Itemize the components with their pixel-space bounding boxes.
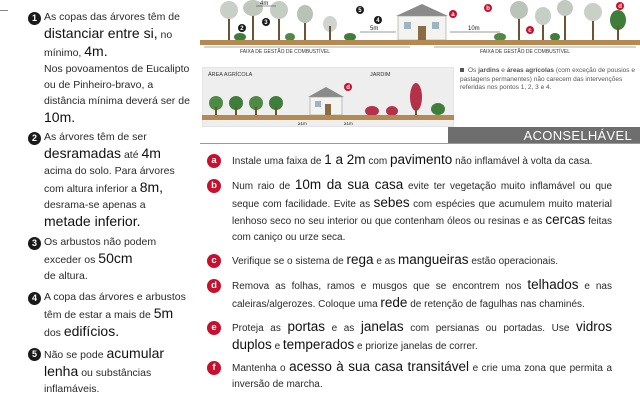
rule-4-text: A copa das árvores e arbustos têm de estar a mais de 5m dos edifícios. [44,291,186,339]
band-label-left: FAIXA DE GESTÃO DE COMBUSTÍVEL [240,49,331,55]
section-divider [200,143,640,144]
svg-text:c: c [528,28,532,35]
rule-number-5: 5 [28,348,41,361]
garden-label: JARDIM [370,72,391,78]
svg-text:3: 3 [264,20,268,27]
rec-c-text: Verifique se o sistema de rega e as mangueiras estão operacionais. [232,252,559,267]
rule-2-text: As árvores têm de ser desramadas até 4m acima do solo. Para árvores com altura inferior a 8m, desrama-se apenas a metade inferior. [44,131,175,229]
area-label: ÁREA AGRÍCOLA [208,72,253,78]
rec-d-text: Remova as folhas, ramos e musgos que se encontrem nos telhados e nas caleiras/algerozes. Coloque uma rede de retenção de fagulhas nas chaminés. [232,277,612,310]
rec-f-text: Mantenha o acesso à sua casa transitável e crie uma zona que permita a inversão de marcha. [232,359,613,390]
rule-3-text: Os arbustos não podem exceder os 50cm de altura. [44,236,157,282]
marker-d-label: d [346,85,350,92]
agriculture-garden-illustration [202,67,454,127]
rec-b-text: Num raio de 10m da sua casa evite ter vegetação muito inflamável ou que seque com facilidade. Evite as sebes com espécies que acumulem muito material lenhoso seco no seu interior ou que contenham óleos ou resinas e as cercas feitas com caniço ou urze seca. [232,177,613,243]
svg-text:4: 4 [376,18,380,25]
rec-marker-a: a [207,154,221,168]
rec-marker-b: b [207,179,221,193]
dimension-label: 10m [468,26,480,32]
rule-5-text: Não se pode acumular lenha ou substâncias inflamáveis. [44,345,165,395]
section-header: ACONSELHÁVEL [448,127,640,144]
rec-a-text: Instale uma faixa de 1 a 2m com pavimento não inflamável à volta da casa. [232,152,593,167]
svg-text:d: d [618,4,622,11]
shrub-icon [234,33,560,41]
dimension-label: 5m [370,26,379,32]
svg-text:b: b [486,6,490,13]
svg-text:a: a [451,12,455,19]
gardens-note: Os jardins e áreas agrícolas (com exceção de pousios e pastagens permanentes) não carecem das intervenções referidas nos pontos 1, 2, 3 e 4. [460,67,635,91]
rec-marker-f: f [207,361,221,375]
svg-text:2: 2 [240,26,244,33]
svg-text:5: 5 [358,8,362,15]
dimension-label: ≥1m [344,121,353,126]
margin-tick [0,10,8,11]
fuel-management-illustration [200,0,640,58]
rule-number-2: 2 [28,132,41,145]
dimension-label: 4m [260,1,269,7]
dimension-label: ≥1m [298,121,307,126]
rule-1-text: As copas das árvores têm de distanciar entre si, no mínimo, 4m. Nos povoamentos de Eucalipto ou de Pinheiro-bravo, a distância mínima deverá ser de 10m. [44,11,190,125]
band-label-right: FAIXA DE GESTÃO DE COMBUSTÍVEL [480,49,571,55]
rec-marker-e: e [207,321,221,335]
rec-marker-d: d [207,279,221,293]
rule-number-1: 1 [28,12,41,25]
rec-marker-c: c [207,254,221,268]
rec-e-text: Proteja as portas e as janelas com persianas ou portadas. Use vidros duplos e temperados e priorize janelas de correr. [232,319,613,352]
bullet-icon [460,68,464,72]
house-icon [396,4,448,40]
rules-column [0,0,190,400]
ground-strip [202,115,454,120]
rule-number-4: 4 [28,292,41,305]
rule-number-3: 3 [28,237,41,250]
ground-strip [200,40,640,45]
